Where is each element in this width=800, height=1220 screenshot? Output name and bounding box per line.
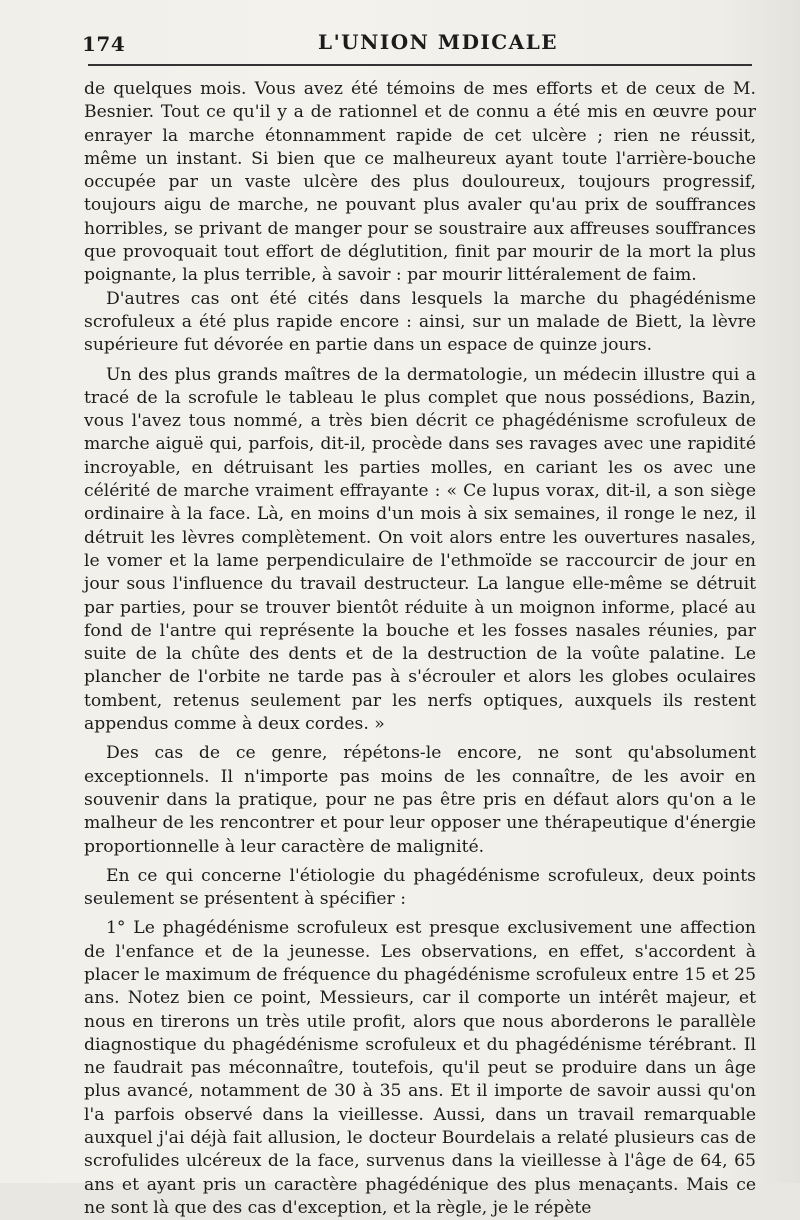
paragraph-continuation: de quelques mois. Vous avez été témoins de mes efforts et de ceux de M. Besnier. Tout ce qu'il y a de rationnel et de connu a été mis en œuvre pour enrayer la marche étonnamment rapide de cet ulcère ; rien ne réussit, même un instant. Si bien que ce malheureux ayant toute l'arrière-bouche occupée par un vaste ulcère des plus douloureux, toujours progressif, toujours aigu de marche, ne pouvant plus avaler qu'au prix de souffrances horribles, se privant de manger pour se soustraire aux affreuses souffrances que provoquait tout effort de déglutition, finit par mourir de la mort la plus poignante, la plus terrible, à savoir : par mourir littéralement de faim.: [84, 79, 756, 286]
paragraph-etiologie: En ce qui concerne l'étiologie du phagédénisme scrofuleux, deux points seulement se présentent à spécifier :: [84, 865, 756, 910]
page-header: [82, 22, 750, 62]
paragraph-bazin: Un des plus grands maîtres de la dermatologie, un médecin illustre qui a tracé de la scrofule le tableau le plus complet que nous possédions, Bazin, vous l'avez tous nommé, a très bien décrit ce phagédénisme scrofuleux de marche aiguë qui, parfois, dit-il, procède dans ses ravages avec une rapidité incroyable, en détruisant les parties molles, en cariant les os avec une célérité de marche vraiment effrayante : « Ce lupus vorax, dit-il, a son siège ordinaire à la face. Là, en moins d'un mois à six semaines, il ronge le nez, il détruit les lèvres complètement. On voit alors entre les ouvertures nasales, le vomer et la lame perpendiculaire de l'ethmoïde se raccourcir de jour en jour sous l'influence du travail destructeur. La langue elle-même se détruit par parties, pour se trouver bientôt réduite à un moignon informe, placé au fond de l'antre qui représente la bouche et les fosses nasales réunies, par suite de la chûte des dents et de la destruction de la voûte palatine. Le plancher de l'orbite ne tarde pas à s'écrouler et alors les globes oculaires tombent, retenus seulement par les nerfs optiques, auxquels ils restent appendus comme à deux cordes. »: [84, 364, 756, 735]
paragraph-biett: D'autres cas ont été cités dans lesquels la marche du phagédénisme scrofuleux a été plus rapide encore : ainsi, sur un malade de Biett, la lèvre supérieure fut dévorée en partie dans un espace de quinze jours.: [84, 288, 756, 356]
paragraph-point-1: 1° Le phagédénisme scrofuleux est presque exclusivement une affection de l'enfance et de la jeunesse. Les observations, en effet, s'accordent à placer le maximum de fréquence du phagédénisme scrofuleux entre 15 et 25 ans. Notez bien ce point, Messieurs, car il comporte un intérêt majeur, et nous en tirerons un très utile profit, alors que nous aborderons le parallèle diagnostique du phagédénisme scrofuleux et du phagédénisme térébrant. Il ne faudrait pas méconnaître, toutefois, qu'il peut se produire dans un âge plus avancé, notamment de 30 à 35 ans. Et il importe de savoir aussi qu'on l'a parfois observé dans la vieillesse. Aussi, dans un travail remarquable auxquel j'ai déjà fait allusion, le docteur Bourdelais a relaté plusieurs cas de scrofulides ulcéreux de la face, survenus dans la vieillesse à l'âge de 64, 65 ans et ayant pris un caractère phagédénique des plus menaçants. Mais ce ne sont là que des cas d'exception, et la règle, je le répète: [84, 918, 756, 1218]
header-rule: [88, 64, 752, 66]
page-number: 174: [82, 32, 126, 56]
body-text: [84, 78, 756, 1220]
paragraph-exceptions: Des cas de ce genre, répétons-le encore, ne sont qu'absolument exceptionnels. Il n'importe pas moins de les connaître, de les avoir en souvenir dans la pratique, pour ne pas être pris en défaut alors qu'on a le malheur de les rencontrer et pour leur opposer une thérapeutique d'énergie proportionnelle à leur caractère de malignité.: [84, 743, 756, 857]
running-title: L'UNION MDICALE: [318, 30, 559, 54]
